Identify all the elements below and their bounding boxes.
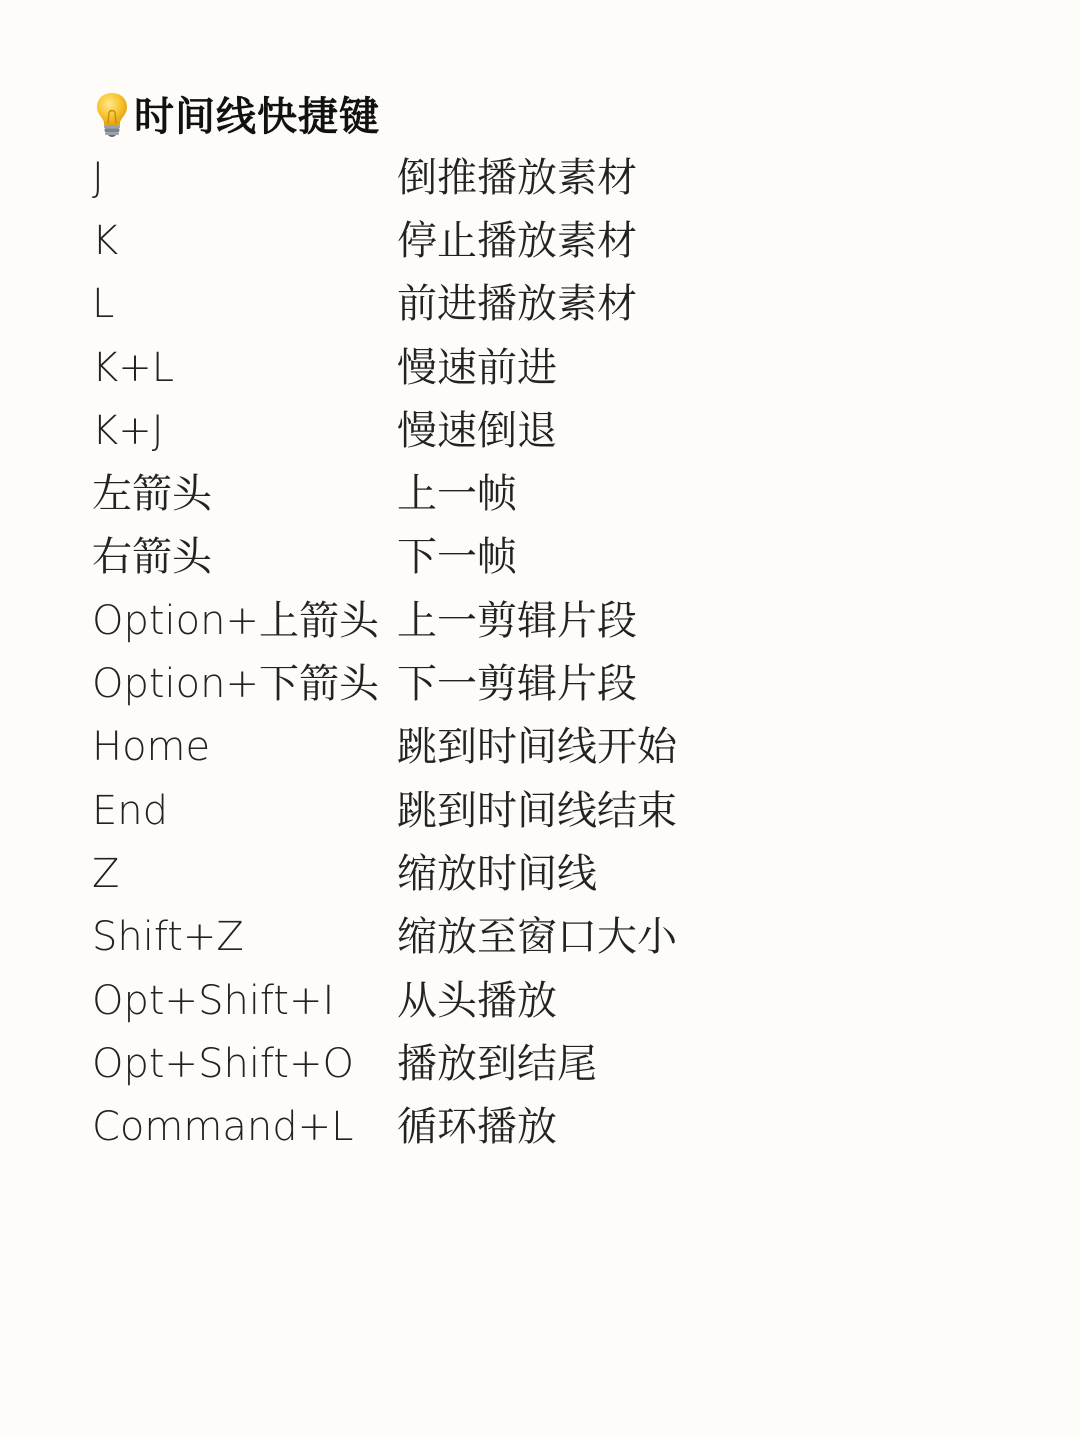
shortcut-action: 上一剪辑片段 (397, 597, 637, 644)
shortcut-action: 慢速倒退 (397, 407, 557, 454)
shortcut-key: Option+上箭头 (92, 597, 380, 644)
shortcut-action: 播放到结尾 (397, 1040, 597, 1087)
shortcut-action: 循环播放 (397, 1104, 557, 1151)
shortcut-action: 跳到时间线开始 (397, 724, 677, 771)
shortcut-row (92, 589, 992, 652)
shortcut-key: K (92, 217, 119, 264)
shortcut-key: Option+下箭头 (92, 661, 380, 708)
shortcut-key: End (92, 787, 169, 834)
shortcut-key: J (92, 154, 104, 201)
shortcut-list (92, 146, 992, 1159)
shortcut-row (92, 1095, 992, 1158)
shortcut-row (92, 1032, 992, 1095)
shortcut-action: 慢速前进 (397, 344, 557, 391)
note-heading (92, 84, 992, 142)
shortcut-key: Command+L (92, 1104, 354, 1151)
shortcut-action: 从头播放 (397, 977, 557, 1024)
shortcut-action: 停止播放素材 (397, 217, 637, 264)
shortcut-key: L (92, 281, 115, 328)
shortcut-key: K+L (92, 344, 175, 391)
shortcut-row (92, 273, 992, 336)
shortcut-key: K+J (92, 407, 164, 454)
note-title: 时间线快捷键 (134, 93, 380, 140)
shortcut-row (92, 716, 992, 779)
shortcut-row (92, 969, 992, 1032)
shortcut-row (92, 336, 992, 399)
shortcut-key: Z (92, 850, 120, 897)
shortcut-action: 缩放至窗口大小 (397, 914, 677, 961)
shortcut-key: Opt+Shift+I (92, 977, 335, 1024)
shortcut-key: Home (92, 724, 211, 771)
shortcut-key: Shift+Z (92, 914, 244, 961)
shortcut-row (92, 209, 992, 272)
shortcut-action: 倒推播放素材 (397, 154, 637, 201)
shortcut-action: 下一帧 (397, 534, 517, 581)
lightbulb-icon (92, 87, 132, 139)
shortcut-key: Opt+Shift+O (92, 1040, 354, 1087)
shortcut-action: 缩放时间线 (397, 850, 597, 897)
shortcut-action: 上一帧 (397, 471, 517, 518)
shortcut-action: 下一剪辑片段 (397, 661, 637, 708)
shortcut-row (92, 526, 992, 589)
shortcut-row (92, 779, 992, 842)
shortcut-row (92, 462, 992, 525)
shortcut-row (92, 652, 992, 715)
shortcut-row (92, 906, 992, 969)
shortcut-action: 前进播放素材 (397, 281, 637, 328)
shortcut-note (92, 84, 992, 1159)
shortcut-row (92, 842, 992, 905)
shortcut-row (92, 146, 992, 209)
shortcut-key: 左箭头 (92, 471, 212, 518)
shortcut-key: 右箭头 (92, 534, 212, 581)
shortcut-action: 跳到时间线结束 (397, 787, 677, 834)
shortcut-row (92, 399, 992, 462)
